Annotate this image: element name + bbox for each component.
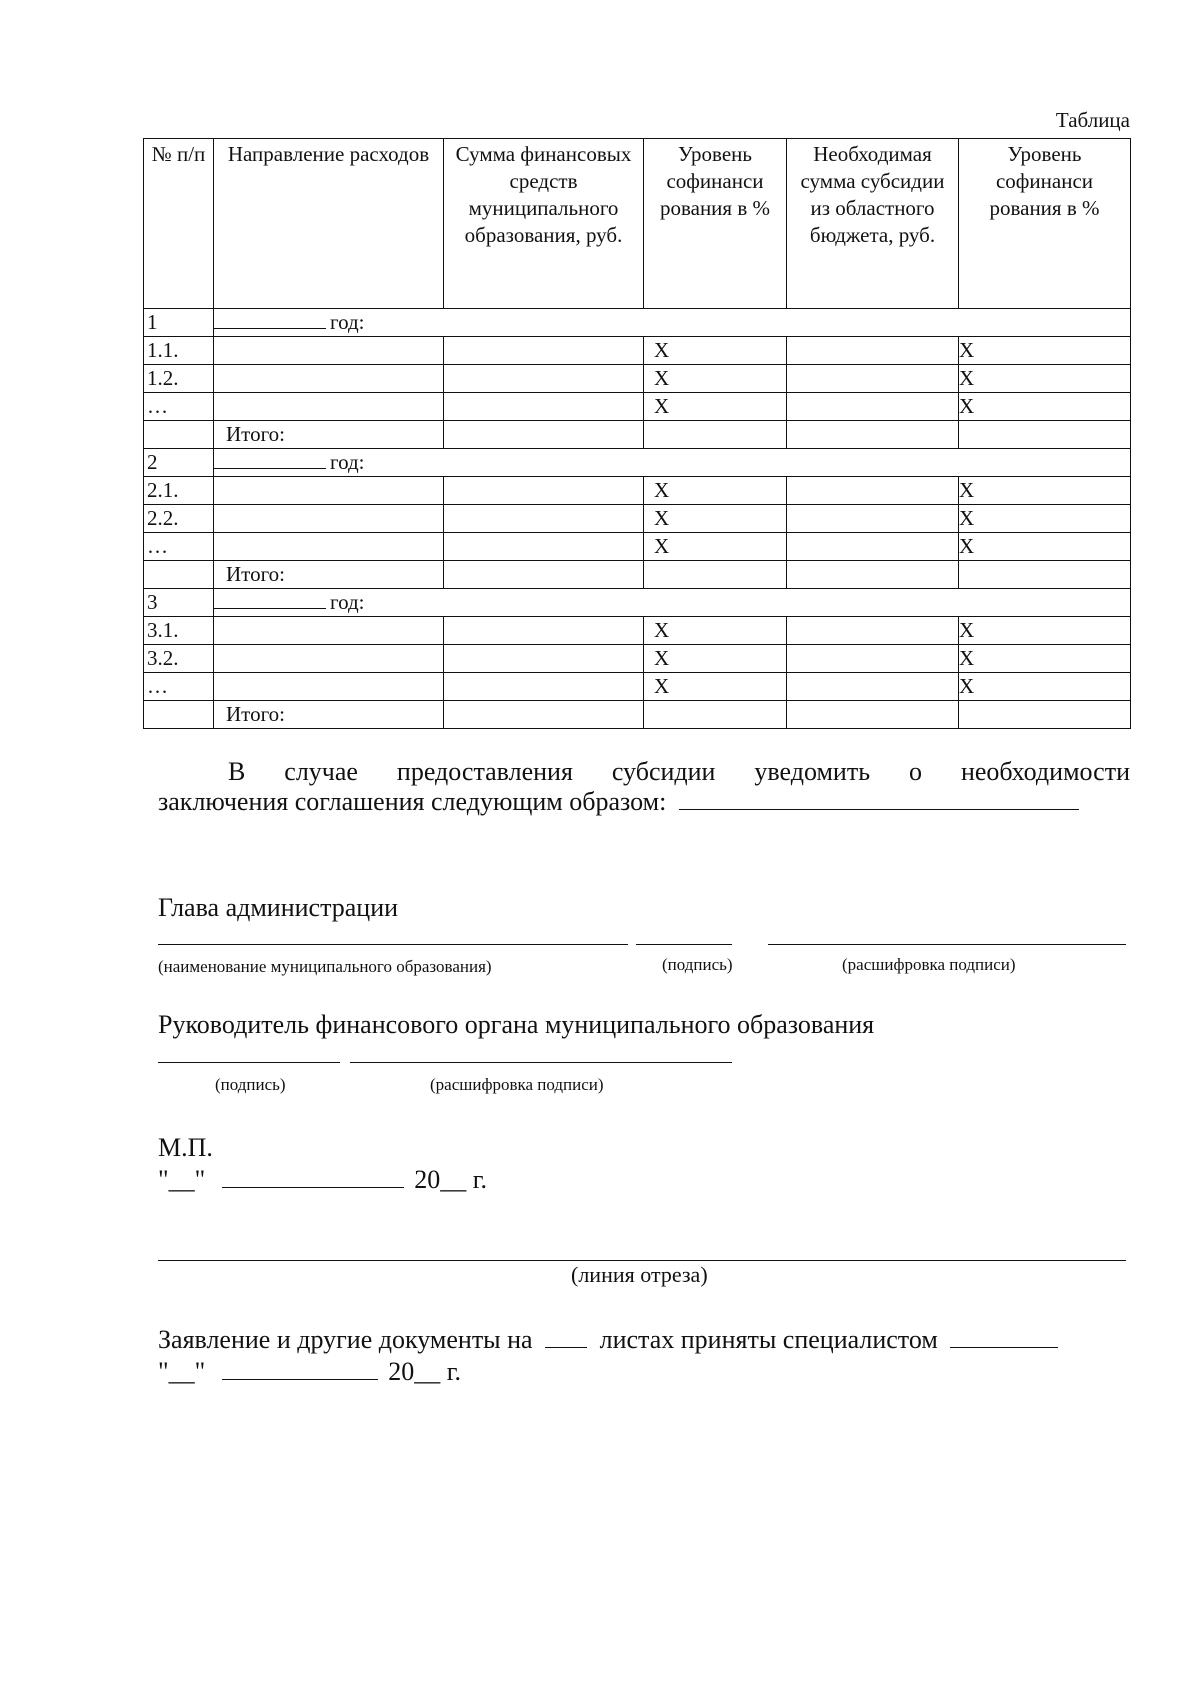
year-label: год: (214, 309, 1131, 337)
row-number: 3.1. (144, 617, 214, 645)
cell-direction[interactable] (214, 505, 444, 533)
cell-x-mark: X (644, 617, 787, 645)
cell-x-mark: X (959, 645, 1131, 673)
cell-x-mark: X (644, 477, 787, 505)
cell-x-mark: X (959, 533, 1131, 561)
header-cofinancing-level-2: Уровень софинанси рования в % (959, 139, 1131, 309)
table-row (144, 505, 1131, 533)
cell-x-mark: X (959, 393, 1131, 421)
date-month-field[interactable] (222, 1167, 404, 1188)
cell-x-mark: X (959, 505, 1131, 533)
cell-x-mark: X (959, 477, 1131, 505)
date-line: "__" 20__ г. (158, 1165, 487, 1194)
header-direction: Направление расходов (214, 139, 444, 309)
year-blank[interactable] (214, 310, 326, 329)
cell-total-level-2[interactable] (959, 561, 1131, 589)
row-number: 2.1. (144, 477, 214, 505)
specialist-field[interactable] (950, 1327, 1058, 1348)
cell-municipal-sum[interactable] (444, 505, 644, 533)
group-number: 1 (144, 309, 214, 337)
year-blank[interactable] (214, 450, 326, 469)
cut-label: (линия отреза) (571, 1262, 708, 1287)
row-number: … (144, 533, 214, 561)
cell-direction[interactable] (214, 477, 444, 505)
cell-municipal-sum[interactable] (444, 337, 644, 365)
cell-municipal-sum[interactable] (444, 645, 644, 673)
receipt-date-year[interactable]: 20__ (388, 1357, 441, 1386)
finance-signature-field[interactable] (158, 1062, 340, 1063)
cell-x-mark: X (959, 337, 1131, 365)
cell-x-mark: X (644, 393, 787, 421)
row-number: 1.1. (144, 337, 214, 365)
cell-total-level[interactable] (644, 561, 787, 589)
cell-total-municipal[interactable] (444, 421, 644, 449)
cell-empty (144, 561, 214, 589)
year-label: год: (214, 449, 1131, 477)
cell-direction[interactable] (214, 617, 444, 645)
finance-decoding-field[interactable] (350, 1062, 732, 1063)
table-row (144, 337, 1131, 365)
cell-total-level[interactable] (644, 421, 787, 449)
cell-subsidy-sum[interactable] (787, 673, 959, 701)
total-label: Итого: (214, 701, 444, 729)
cell-municipal-sum[interactable] (444, 533, 644, 561)
cell-subsidy-sum[interactable] (787, 505, 959, 533)
caption-signature: (подпись) (215, 1075, 286, 1094)
cell-x-mark: X (644, 673, 787, 701)
cell-x-mark: X (959, 365, 1131, 393)
receipt-line-1: Заявление и другие документы на листах приняты специалистом (158, 1325, 1058, 1355)
cell-total-level-2[interactable] (959, 421, 1131, 449)
group-number: 3 (144, 589, 214, 617)
table-row (144, 673, 1131, 701)
year-row (144, 589, 1131, 617)
cut-line (158, 1260, 1126, 1261)
cell-subsidy-sum[interactable] (787, 533, 959, 561)
header-number: № п/п (144, 139, 214, 309)
notify-paragraph (158, 757, 1130, 817)
date-year[interactable]: 20__ (414, 1165, 467, 1194)
total-row (144, 421, 1131, 449)
cell-x-mark: X (644, 533, 787, 561)
receipt-date-month-field[interactable] (222, 1359, 378, 1380)
cell-municipal-sum[interactable] (444, 617, 644, 645)
notify-method-field[interactable] (679, 789, 1079, 810)
cell-subsidy-sum[interactable] (787, 337, 959, 365)
caption-signature: (подпись) (662, 955, 733, 974)
financing-table (143, 138, 1131, 729)
caption-decoding: (расшифровка подписи) (430, 1075, 604, 1094)
cell-total-municipal[interactable] (444, 701, 644, 729)
cell-x-mark: X (644, 505, 787, 533)
cell-direction[interactable] (214, 393, 444, 421)
head-signature-field[interactable] (636, 944, 732, 945)
notify-line-1: В случае предоставления субсидии уведомить о необходимости (228, 757, 1130, 786)
cell-direction[interactable] (214, 365, 444, 393)
cell-direction[interactable] (214, 645, 444, 673)
receipt-date-line: "__" 20__ г. (158, 1357, 461, 1386)
year-row (144, 449, 1131, 477)
cell-municipal-sum[interactable] (444, 365, 644, 393)
header-subsidy-sum: Необходимая сумма субсидии из областного бюджета, руб. (787, 139, 959, 309)
table-row (144, 617, 1131, 645)
date-day[interactable]: "__" (158, 1165, 206, 1194)
caption-decoding: (расшифровка подписи) (842, 955, 1016, 974)
row-number: 1.2. (144, 365, 214, 393)
caption-municipality: (наименование муниципального образования) (158, 957, 492, 976)
sheets-count-field[interactable] (545, 1327, 587, 1348)
year-row (144, 309, 1131, 337)
cell-subsidy-sum[interactable] (787, 617, 959, 645)
cell-municipal-sum[interactable] (444, 477, 644, 505)
row-number: … (144, 393, 214, 421)
cell-total-subsidy[interactable] (787, 701, 959, 729)
table-caption: Таблица (1055, 108, 1130, 132)
cell-direction[interactable] (214, 673, 444, 701)
year-label: год: (214, 589, 1131, 617)
total-row (144, 701, 1131, 729)
cell-subsidy-sum[interactable] (787, 477, 959, 505)
cell-total-level[interactable] (644, 701, 787, 729)
total-row (144, 561, 1131, 589)
receipt-date-day[interactable]: "__" (158, 1357, 206, 1386)
municipality-name-field[interactable] (158, 944, 628, 945)
head-title: Глава администрации (158, 893, 399, 922)
cell-subsidy-sum[interactable] (787, 393, 959, 421)
cell-total-level-2[interactable] (959, 701, 1131, 729)
cell-municipal-sum[interactable] (444, 673, 644, 701)
notify-line-2: заключения соглашения следующим образом: (158, 787, 1130, 817)
table-row (144, 645, 1131, 673)
cell-x-mark: X (959, 673, 1131, 701)
total-label: Итого: (214, 421, 444, 449)
header-municipal-sum: Сумма финансовых средств муниципального образования, руб. (444, 139, 644, 309)
table-header-row (144, 139, 1131, 309)
row-number: 2.2. (144, 505, 214, 533)
cell-total-subsidy[interactable] (787, 421, 959, 449)
group-number: 2 (144, 449, 214, 477)
row-number: 3.2. (144, 645, 214, 673)
cell-empty (144, 701, 214, 729)
table-row (144, 393, 1131, 421)
cell-x-mark: X (959, 617, 1131, 645)
stamp-mark: М.П. (158, 1133, 213, 1162)
finance-title: Руководитель финансового органа муниципального образования (158, 1010, 875, 1039)
cell-subsidy-sum[interactable] (787, 365, 959, 393)
cell-direction[interactable] (214, 337, 444, 365)
cell-municipal-sum[interactable] (444, 393, 644, 421)
cell-total-subsidy[interactable] (787, 561, 959, 589)
cell-subsidy-sum[interactable] (787, 645, 959, 673)
total-label: Итого: (214, 561, 444, 589)
header-cofinancing-level: Уровень софинанси рования в % (644, 139, 787, 309)
table-row (144, 533, 1131, 561)
cell-x-mark: X (644, 337, 787, 365)
cell-empty (144, 421, 214, 449)
table-row (144, 477, 1131, 505)
cell-direction[interactable] (214, 533, 444, 561)
head-decoding-field[interactable] (768, 944, 1126, 945)
cell-total-municipal[interactable] (444, 561, 644, 589)
row-number: … (144, 673, 214, 701)
cell-x-mark: X (644, 365, 787, 393)
table-row (144, 365, 1131, 393)
cell-x-mark: X (644, 645, 787, 673)
year-blank[interactable] (214, 590, 326, 609)
